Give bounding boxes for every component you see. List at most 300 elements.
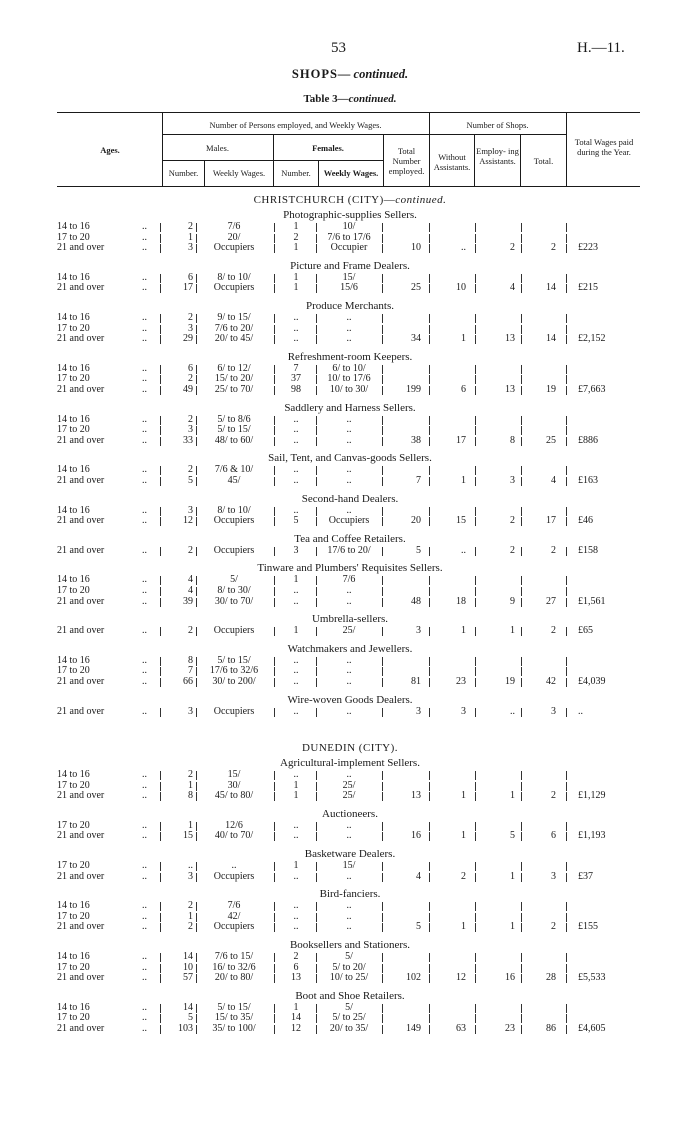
female-number: 1 xyxy=(293,1001,299,1013)
shops-employing-assistants: 5 xyxy=(510,830,515,842)
male-weekly-wages: 30/ to 70/ xyxy=(214,595,254,607)
male-number: 8 xyxy=(188,790,193,802)
column-rule xyxy=(196,335,197,344)
column-rule xyxy=(196,771,197,780)
age-cell: 17 to 20 xyxy=(57,961,90,973)
shops-employing-assistants: 2 xyxy=(510,515,515,527)
column-rule xyxy=(382,964,383,973)
age-cell: 21 and over xyxy=(57,282,105,294)
total-employed: 16 xyxy=(411,830,421,842)
trade-section-title: Sail, Tent, and Canvas-goods Sellers. xyxy=(268,452,432,465)
trade-section-rows xyxy=(0,1003,700,1035)
column-rule xyxy=(429,657,430,666)
column-rule xyxy=(521,284,522,293)
column-rule xyxy=(160,902,161,911)
age-cell: 14 to 16 xyxy=(57,574,90,586)
male-number: 3 xyxy=(188,242,193,254)
column-rule xyxy=(196,627,197,636)
column-rule xyxy=(475,335,476,344)
male-weekly-wages: 7/6 & 10/ xyxy=(214,464,254,476)
column-rule xyxy=(196,375,197,384)
age-cell: 14 to 16 xyxy=(57,900,90,912)
header-employing-assistants: Employ- ing Assistants. xyxy=(476,146,519,166)
column-rule xyxy=(475,782,476,791)
age-cell: 14 to 16 xyxy=(57,413,90,425)
male-number: 29 xyxy=(183,333,193,345)
male-weekly-wages: 15/ to 35/ xyxy=(214,1012,254,1024)
header-shops-group: Number of Shops. xyxy=(466,120,529,130)
shops-without-assistants: 15 xyxy=(456,515,466,527)
total-wages: £215 xyxy=(578,282,598,294)
column-rule xyxy=(429,234,430,243)
shops-employing-assistants: 8 xyxy=(510,434,515,446)
table-title xyxy=(0,93,700,105)
column-rule xyxy=(160,587,161,596)
column-rule xyxy=(566,507,567,516)
age-cell: 21 and over xyxy=(57,434,105,446)
male-weekly-wages: 5/ xyxy=(230,574,238,586)
table-row xyxy=(0,791,700,802)
age-cell: 17 to 20 xyxy=(57,860,90,871)
column-rule xyxy=(521,873,522,882)
column-rule xyxy=(274,386,275,395)
column-rule xyxy=(160,678,161,687)
column-rule xyxy=(196,507,197,516)
column-rule xyxy=(429,1004,430,1013)
column-rule xyxy=(316,1004,317,1013)
column-rule xyxy=(475,974,476,983)
total-employed: 48 xyxy=(411,595,421,607)
column-rule xyxy=(382,822,383,831)
female-weekly-wages: .. xyxy=(346,870,352,882)
column-rule xyxy=(475,1014,476,1023)
female-number: 1 xyxy=(293,574,299,586)
female-weekly-wages: .. xyxy=(346,464,352,476)
column-rule xyxy=(382,576,383,585)
age-cell: 21 and over xyxy=(57,595,105,607)
leader-dots: .. xyxy=(142,282,147,294)
male-weekly-wages: 17/6 to 32/6 xyxy=(209,665,259,677)
female-weekly-wages: .. xyxy=(346,434,352,446)
total-wages: £7,663 xyxy=(578,383,606,395)
column-rule xyxy=(475,923,476,932)
column-rule xyxy=(566,657,567,666)
column-rule xyxy=(196,416,197,425)
column-rule xyxy=(382,547,383,556)
column-rule xyxy=(274,974,275,983)
leader-dots: .. xyxy=(142,921,147,933)
male-number: 2 xyxy=(188,312,193,323)
column-rule xyxy=(429,365,430,374)
trade-section-title: Boot and Shoe Retailers. xyxy=(295,989,405,1002)
column-rule xyxy=(316,678,317,687)
column-rule xyxy=(429,708,430,717)
female-weekly-wages: 5/ to 25/ xyxy=(332,1012,366,1024)
column-rule xyxy=(160,862,161,871)
shops-total: 2 xyxy=(551,544,556,556)
column-rule xyxy=(196,792,197,801)
column-rule xyxy=(196,325,197,334)
male-weekly-wages: 15/ xyxy=(227,769,241,780)
column-rule xyxy=(429,627,430,636)
column-rule xyxy=(196,365,197,374)
female-weekly-wages: .. xyxy=(346,322,352,334)
column-rule xyxy=(566,782,567,791)
header-female-weekly-wages: Weekly Wages. xyxy=(323,168,379,178)
column-rule xyxy=(521,792,522,801)
column-rule xyxy=(521,1025,522,1034)
shops-employing-assistants: 2 xyxy=(510,544,515,556)
total-employed: 102 xyxy=(406,972,421,984)
city-name: CHRISTCHURCH (CITY)— xyxy=(253,194,396,206)
leader-dots: .. xyxy=(142,221,147,232)
column-rule xyxy=(316,274,317,283)
column-rule xyxy=(475,657,476,666)
male-weekly-wages: 20/ xyxy=(227,231,241,243)
column-rule xyxy=(316,1014,317,1023)
trade-section-title: Wire-woven Goods Dealers. xyxy=(287,693,413,706)
leader-dots: .. xyxy=(142,584,147,596)
total-wages: £37 xyxy=(578,870,593,882)
age-cell: 17 to 20 xyxy=(57,231,90,243)
title-main: SHOPS xyxy=(291,67,338,81)
column-rule xyxy=(274,437,275,446)
male-number: 66 xyxy=(183,675,193,687)
column-rule xyxy=(566,1004,567,1013)
age-cell: 21 and over xyxy=(57,675,105,687)
male-number: 1 xyxy=(188,910,193,922)
leader-dots: .. xyxy=(142,504,147,516)
column-rule xyxy=(429,223,430,232)
column-rule xyxy=(382,325,383,334)
male-number: 2 xyxy=(188,413,193,425)
male-weekly-wages: .. xyxy=(231,860,237,871)
shops-total: 25 xyxy=(546,434,556,446)
column-rule xyxy=(429,325,430,334)
shops-employing-assistants: 4 xyxy=(510,282,515,294)
column-rule xyxy=(196,832,197,841)
leader-dots: .. xyxy=(142,464,147,476)
male-weekly-wages: 35/ to 100/ xyxy=(212,1022,256,1034)
column-rule xyxy=(521,223,522,232)
shops-without-assistants: 3 xyxy=(461,705,466,717)
male-weekly-wages: 5/ to 15/ xyxy=(217,654,251,666)
leader-dots: .. xyxy=(142,574,147,586)
column-rule xyxy=(160,1004,161,1013)
male-number: 49 xyxy=(183,383,193,395)
column-rule xyxy=(382,832,383,841)
total-employed: 38 xyxy=(411,434,421,446)
female-number: .. xyxy=(293,830,299,842)
column-rule xyxy=(382,678,383,687)
table-header xyxy=(0,112,700,187)
male-number: 5 xyxy=(188,1012,193,1024)
column-rule xyxy=(429,792,430,801)
column-rule xyxy=(274,576,275,585)
column-rule xyxy=(160,234,161,243)
header-total-shops: Total. xyxy=(533,156,554,166)
column-rule xyxy=(316,587,317,596)
total-wages: £2,152 xyxy=(578,333,606,345)
trade-section-rows xyxy=(0,222,700,254)
shops-employing-assistants: 1 xyxy=(510,790,515,802)
column-rule xyxy=(160,782,161,791)
column-rule xyxy=(429,576,430,585)
female-number: .. xyxy=(293,413,299,425)
age-cell: 17 to 20 xyxy=(57,819,90,831)
column-rule xyxy=(429,274,430,283)
column-rule xyxy=(475,822,476,831)
male-number: 2 xyxy=(188,221,193,232)
column-rule xyxy=(382,873,383,882)
column-rule xyxy=(274,1014,275,1023)
column-rule xyxy=(316,1025,317,1034)
column-rule xyxy=(475,964,476,973)
table-title-main: Table 3 xyxy=(303,93,338,105)
table-row xyxy=(0,222,700,233)
table-row xyxy=(0,243,700,254)
male-number: .. xyxy=(188,860,193,871)
column-rule xyxy=(521,477,522,486)
column-rule xyxy=(382,657,383,666)
female-number: .. xyxy=(293,769,299,780)
column-rule xyxy=(566,708,567,717)
column-rule xyxy=(160,657,161,666)
column-rule xyxy=(316,822,317,831)
column-rule xyxy=(274,375,275,384)
age-cell: 14 to 16 xyxy=(57,312,90,323)
female-weekly-wages: 10/ to 17/6 xyxy=(327,373,371,385)
total-wages: £1,129 xyxy=(578,790,606,802)
column-rule xyxy=(521,862,522,871)
column-rule xyxy=(382,274,383,283)
column-rule xyxy=(316,873,317,882)
female-number: .. xyxy=(293,675,299,687)
column-rule xyxy=(274,284,275,293)
column-rule xyxy=(566,244,567,253)
total-wages: £223 xyxy=(578,242,598,254)
column-rule xyxy=(429,832,430,841)
male-weekly-wages: 5/ to 15/ xyxy=(217,1001,251,1013)
column-rule xyxy=(274,792,275,801)
column-rule xyxy=(316,771,317,780)
male-weekly-wages: 25/ to 70/ xyxy=(214,383,254,395)
column-rule xyxy=(274,365,275,374)
shops-without-assistants: 23 xyxy=(456,675,466,687)
column-rule xyxy=(566,386,567,395)
column-rule xyxy=(274,964,275,973)
header-persons-group: Number of Persons employed, and Weekly Wages. xyxy=(209,120,382,130)
female-weekly-wages: 10/ to 30/ xyxy=(329,383,369,395)
male-weekly-wages: 42/ xyxy=(227,910,241,922)
column-rule xyxy=(382,365,383,374)
shops-total: 28 xyxy=(546,972,556,984)
column-rule xyxy=(382,913,383,922)
table-row xyxy=(0,770,700,781)
female-weekly-wages: 15/ xyxy=(342,271,356,283)
column-rule xyxy=(475,507,476,516)
shops-employing-assistants: 1 xyxy=(510,625,515,637)
column-rule xyxy=(274,832,275,841)
age-cell: 14 to 16 xyxy=(57,221,90,232)
column-rule xyxy=(160,386,161,395)
shops-total: 14 xyxy=(546,333,556,345)
column-rule xyxy=(382,335,383,344)
column-rule xyxy=(475,244,476,253)
city-heading xyxy=(0,194,700,206)
column-rule xyxy=(475,792,476,801)
column-rule xyxy=(160,822,161,831)
leader-dots: .. xyxy=(142,413,147,425)
column-rule xyxy=(160,953,161,962)
column-rule xyxy=(160,667,161,676)
header-females: Females. xyxy=(312,143,344,153)
column-rule xyxy=(566,822,567,831)
female-weekly-wages: 7/6 xyxy=(342,574,356,586)
column-rule xyxy=(475,771,476,780)
column-rule xyxy=(475,667,476,676)
column-rule xyxy=(521,923,522,932)
column-rule xyxy=(382,953,383,962)
female-number: 2 xyxy=(293,231,299,243)
table-row xyxy=(0,831,700,842)
table-row xyxy=(0,922,700,933)
column-rule xyxy=(475,466,476,475)
column-rule xyxy=(475,902,476,911)
female-number: .. xyxy=(293,504,299,516)
column-rule xyxy=(429,507,430,516)
shops-employing-assistants: 16 xyxy=(505,972,515,984)
column-rule xyxy=(475,517,476,526)
shops-without-assistants: 1 xyxy=(461,830,466,842)
trade-section-rows xyxy=(0,364,700,396)
column-rule xyxy=(382,426,383,435)
column-rule xyxy=(521,466,522,475)
column-rule xyxy=(429,477,430,486)
leader-dots: .. xyxy=(142,900,147,912)
column-rule xyxy=(160,437,161,446)
female-number: .. xyxy=(293,595,299,607)
table-row xyxy=(0,973,700,984)
column-rule xyxy=(475,375,476,384)
column-rule xyxy=(566,426,567,435)
female-number: .. xyxy=(293,333,299,345)
column-rule xyxy=(382,974,383,983)
column-rule xyxy=(566,375,567,384)
column-rule xyxy=(566,923,567,932)
column-rule xyxy=(160,375,161,384)
age-cell: 21 and over xyxy=(57,333,105,345)
female-weekly-wages: .. xyxy=(346,595,352,607)
column-rule xyxy=(274,1004,275,1013)
column-rule xyxy=(382,1014,383,1023)
female-weekly-wages: 10/ xyxy=(342,221,356,232)
column-rule xyxy=(429,284,430,293)
female-weekly-wages: 17/6 to 20/ xyxy=(327,544,371,556)
column-rule xyxy=(475,274,476,283)
column-rule xyxy=(316,576,317,585)
column-rule xyxy=(521,1014,522,1023)
column-rule xyxy=(429,678,430,687)
column-rule xyxy=(274,547,275,556)
male-number: 57 xyxy=(183,972,193,984)
male-number: 8 xyxy=(188,654,193,666)
male-weekly-wages: 5/ to 15/ xyxy=(217,424,251,436)
female-number: 6 xyxy=(293,961,299,973)
column-rule xyxy=(475,913,476,922)
column-rule xyxy=(429,314,430,323)
column-rule xyxy=(566,234,567,243)
column-rule xyxy=(382,627,383,636)
age-cell: 14 to 16 xyxy=(57,504,90,516)
male-weekly-wages: Occupiers xyxy=(213,705,255,717)
column-rule xyxy=(160,335,161,344)
column-rule xyxy=(196,426,197,435)
female-weekly-wages: 25/ xyxy=(342,779,356,791)
shops-total: 2 xyxy=(551,790,556,802)
column-rule xyxy=(475,547,476,556)
shops-total: 2 xyxy=(551,242,556,254)
column-rule xyxy=(160,974,161,983)
female-weekly-wages: .. xyxy=(346,675,352,687)
column-rule xyxy=(274,477,275,486)
column-rule xyxy=(196,708,197,717)
column-rule xyxy=(196,953,197,962)
male-number: 2 xyxy=(188,373,193,385)
column-rule xyxy=(160,832,161,841)
total-employed: 20 xyxy=(411,515,421,527)
column-rule xyxy=(316,627,317,636)
leader-dots: .. xyxy=(142,383,147,395)
column-rule xyxy=(316,517,317,526)
trade-section-rows xyxy=(0,506,700,527)
female-number: 1 xyxy=(293,860,299,871)
leader-dots: .. xyxy=(142,961,147,973)
total-employed: 81 xyxy=(411,675,421,687)
column-rule xyxy=(429,587,430,596)
column-rule xyxy=(160,1014,161,1023)
female-weekly-wages: 25/ xyxy=(342,625,356,637)
male-number: 2 xyxy=(188,769,193,780)
column-rule xyxy=(316,223,317,232)
male-weekly-wages: 7/6 xyxy=(227,900,241,912)
leader-dots: .. xyxy=(142,373,147,385)
column-rule xyxy=(429,822,430,831)
column-rule xyxy=(274,274,275,283)
female-number: 3 xyxy=(293,544,299,556)
shops-employing-assistants: 9 xyxy=(510,595,515,607)
column-rule xyxy=(429,466,430,475)
female-number: .. xyxy=(293,665,299,677)
column-rule xyxy=(521,365,522,374)
male-weekly-wages: Occupiers xyxy=(213,870,255,882)
female-weekly-wages: .. xyxy=(346,910,352,922)
column-rule xyxy=(196,923,197,932)
table-row xyxy=(0,677,700,688)
column-rule xyxy=(160,325,161,334)
female-weekly-wages: .. xyxy=(346,665,352,677)
column-rule xyxy=(475,832,476,841)
female-weekly-wages: 5/ xyxy=(345,1001,353,1013)
trade-section-title: Watchmakers and Jewellers. xyxy=(287,642,413,655)
column-rule xyxy=(160,1025,161,1034)
male-weekly-wages: 20/ to 45/ xyxy=(214,333,254,345)
column-rule xyxy=(521,507,522,516)
column-rule xyxy=(196,822,197,831)
column-rule xyxy=(429,1025,430,1034)
column-rule xyxy=(382,466,383,475)
female-number: 1 xyxy=(293,625,299,637)
